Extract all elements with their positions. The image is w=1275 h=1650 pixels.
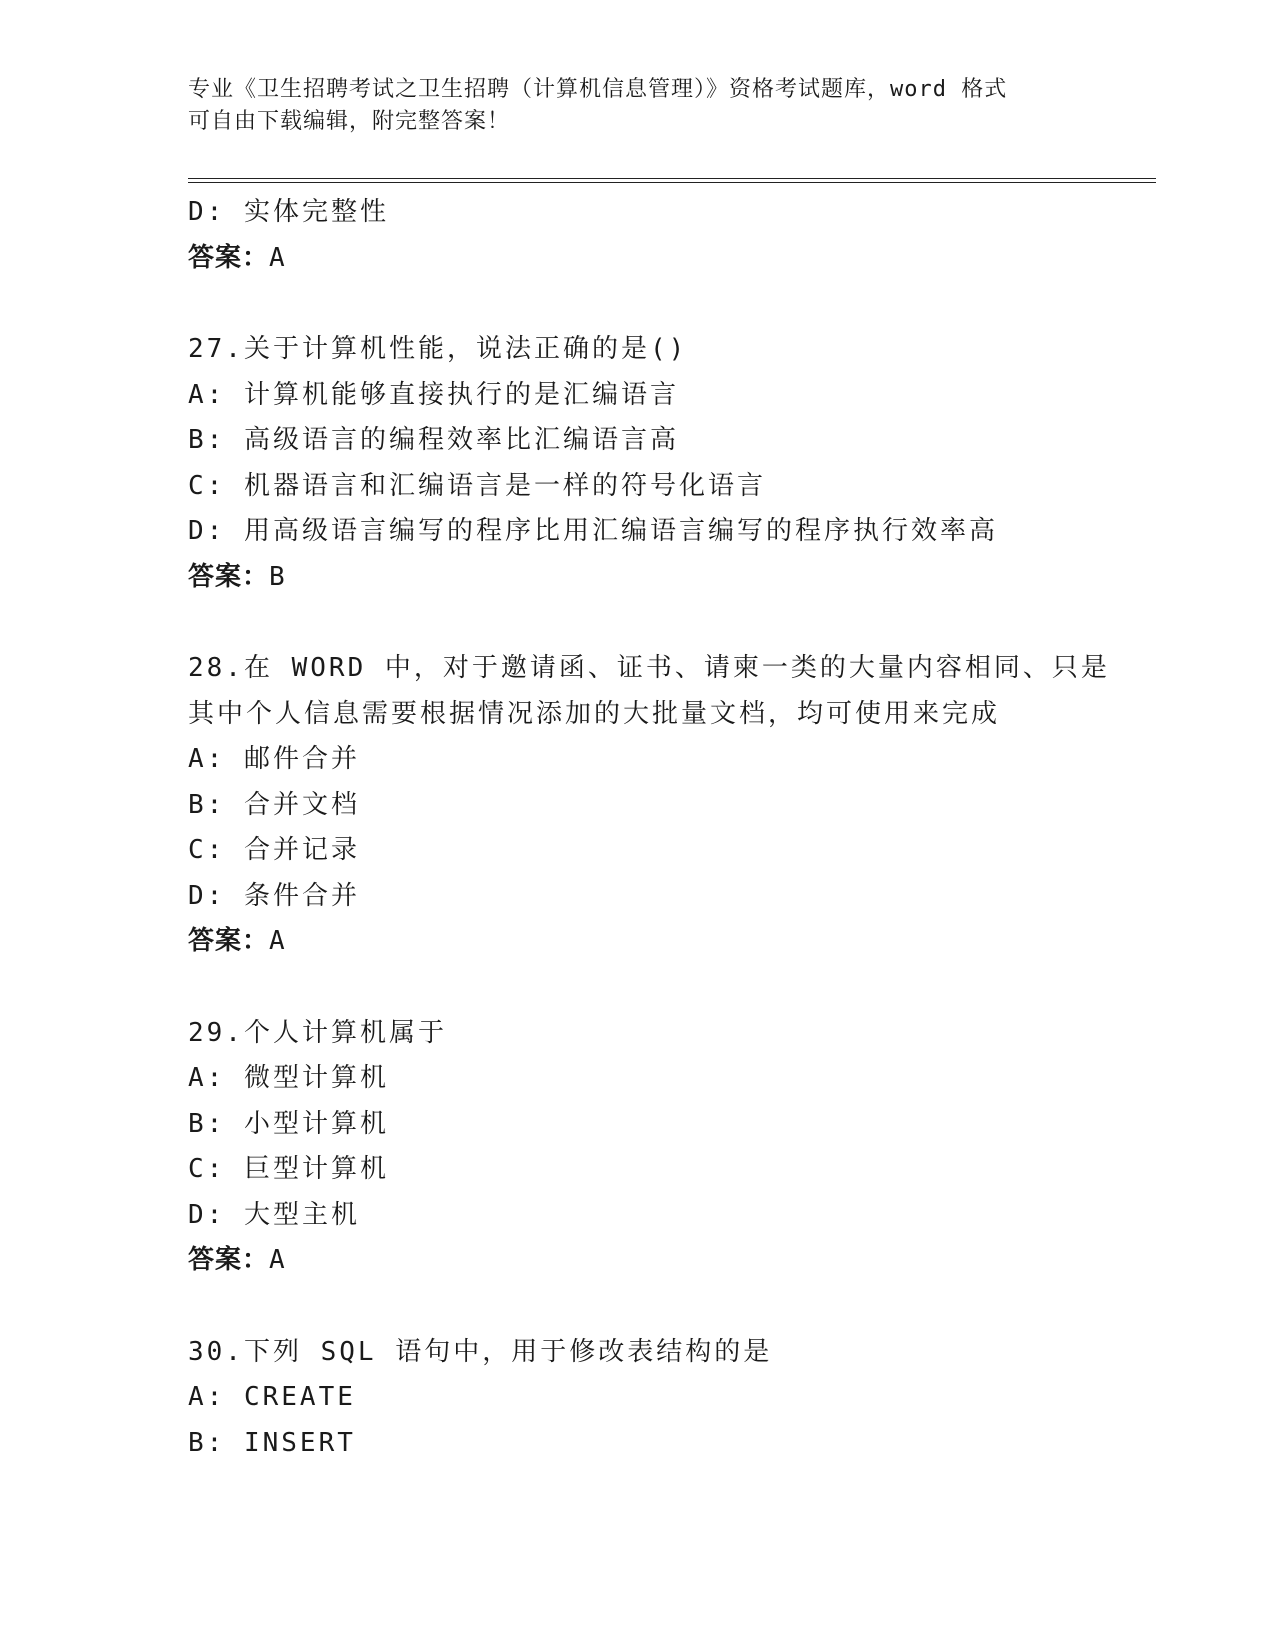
option-d: D: 用高级语言编写的程序比用汇编语言编写的程序执行效率高 xyxy=(188,516,998,546)
header-line-1: 专业《卫生招聘考试之卫生招聘（计算机信息管理）》资格考试题库，word 格式 xyxy=(188,77,1008,102)
question-text: 28.在 WORD 中，对于邀请函、证书、请柬一类的大量内容相同、只是 xyxy=(188,653,1110,683)
question-28 xyxy=(188,646,1148,965)
option-c: C: 合并记录 xyxy=(188,835,360,865)
answer-line xyxy=(188,919,1148,965)
option-a: A: 微型计算机 xyxy=(188,1063,389,1093)
answer-line xyxy=(188,1238,1148,1284)
question-text: 30.下列 SQL 语句中，用于修改表结构的是 xyxy=(188,1336,773,1367)
header-line-2: 可自由下载编辑，附完整答案！ xyxy=(188,109,511,134)
option-b: B: 高级语言的编程效率比汇编语言高 xyxy=(188,425,679,455)
question-29 xyxy=(188,1011,1148,1284)
option-d: D: 条件合并 xyxy=(188,880,360,911)
question-text-continued: 其中个人信息需要根据情况添加的大批量文档，均可使用来完成 xyxy=(188,698,1001,729)
option-b: B: INSERT xyxy=(188,1427,356,1458)
answer-label: 答案： xyxy=(188,242,270,273)
answer-value: A xyxy=(269,926,286,956)
question-list xyxy=(188,190,1148,1466)
question-text: 27.关于计算机性能，说法正确的是() xyxy=(188,334,688,364)
question-30 xyxy=(188,1330,1148,1467)
option-d: D: 实体完整性 xyxy=(188,197,389,227)
option-a: A: 邮件合并 xyxy=(188,744,360,774)
option-b: B: 小型计算机 xyxy=(188,1108,389,1139)
option-c: C: 机器语言和汇编语言是一样的符号化语言 xyxy=(188,470,766,501)
question-text: 29.个人计算机属于 xyxy=(188,1017,447,1048)
answer-value: A xyxy=(269,242,286,273)
option-a: A: 计算机能够直接执行的是汇编语言 xyxy=(188,379,679,410)
answer-label: 答案： xyxy=(188,561,270,592)
option-a: A: CREATE xyxy=(188,1382,356,1412)
answer-label: 答案： xyxy=(188,926,270,956)
question-27 xyxy=(188,327,1148,600)
answer-line xyxy=(188,555,1148,601)
answer-line xyxy=(188,236,1148,282)
answer-value: B xyxy=(269,561,286,592)
header-divider-top xyxy=(188,178,1156,179)
option-c: C: 巨型计算机 xyxy=(188,1154,389,1184)
answer-label: 答案： xyxy=(188,1245,270,1275)
option-d: D: 大型主机 xyxy=(188,1199,360,1230)
header-divider-bottom xyxy=(188,182,1156,183)
document-header xyxy=(188,74,1068,138)
answer-value: A xyxy=(269,1245,286,1275)
option-b: B: 合并文档 xyxy=(188,789,360,820)
